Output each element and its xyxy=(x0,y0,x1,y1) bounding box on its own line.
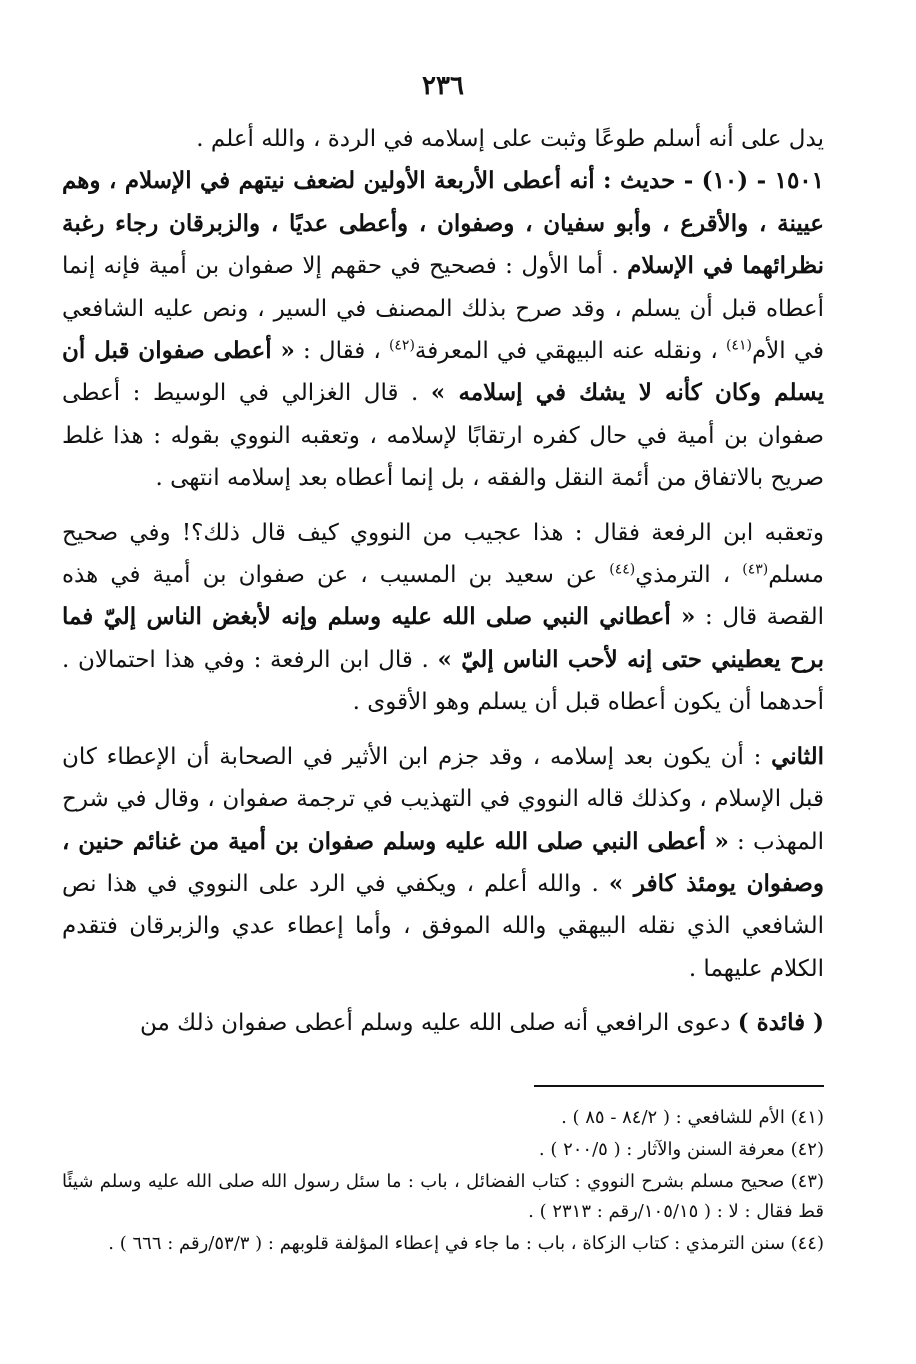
footnote-ref-41: (٤١) xyxy=(725,337,752,354)
footnotes xyxy=(62,1103,824,1259)
paragraph-text: . والله أعلم ، ويكفي في الرد على النووي في هذا نص الشافعي الذي نقله البيهقي والله الموفق ، وأما إعطاء عدي والزبرقان فتقدم الكلام عليهما . xyxy=(62,870,824,982)
footnote-ref-42: (٤٢) xyxy=(388,337,415,354)
footnote-41: (٤١) الأم للشافعي : ( ٨٤/٢ - ٨٥ ) . xyxy=(561,1106,824,1128)
footnote-42: (٤٢) معرفة السنن والآثار : ( ٢٠٠/٥ ) . xyxy=(538,1138,824,1160)
paragraph-text: عن سعيد بن المسيب ، عن صفوان بن أمية في هذه القصة قال : xyxy=(62,562,824,631)
footnote-ref-43: (٤٣) xyxy=(742,561,769,578)
section-lead: ( فائدة ) xyxy=(737,1009,824,1037)
footnote-divider xyxy=(534,1085,824,1087)
section-lead: الثاني xyxy=(771,742,824,770)
paragraph-text: ، ونقله عنه البيهقي في المعرفة xyxy=(414,338,726,365)
footnote-44: (٤٤) سنن الترمذي : كتاب الزكاة ، باب : ما جاء في إعطاء المؤلفة قلوبهم : ( ٥٣/٣/رقم : ٦٦٦ ) . xyxy=(108,1232,824,1254)
paragraph-second-opinion xyxy=(62,736,824,990)
paragraph-text: . أما الأول : فصحيح في حقهم إلا صفوان بن أمية فإنه إنما أعطاه قبل أن يسلم ، وقد صرح بذلك المصنف في السير ، ونص عليه الشافعي في الأم xyxy=(62,253,824,365)
hadith-heading: ١٥٠١ - (١٠) - حديث : أنه أعطى الأربعة الأولين لضعف نيتهم في الإسلام ، وهم عيينة ، والأقرع ، وأبو سفيان ، وصفوان ، وأعطى عديًا ، والزبرقان رجاء رغبة نظرائهما في الإسلام xyxy=(62,167,825,280)
paragraph-text: ، فقال : xyxy=(294,338,389,365)
footnote-43: (٤٣) صحيح مسلم بشرح النووي : كتاب الفضائل ، باب : ما سئل رسول الله صلى الله عليه وسلم شيئًا قط فقال : لا : ( ١٠٥/١٥/رقم : ٢٣١٣ ) . xyxy=(62,1170,824,1222)
paragraph-ibn-rifah xyxy=(62,512,824,724)
paragraph-hadith-1501 xyxy=(62,160,824,499)
paragraph-text: ، الترمذي xyxy=(635,562,743,589)
paragraph-benefit xyxy=(62,1002,824,1044)
page-number: ٢٣٦ xyxy=(422,71,464,101)
paragraph-text: . قال الغزالي في الوسيط : أعطى صفوان بن أمية في حال كفره ارتقابًا لإسلامه ، وتعقبه النووي بقوله : هذا غلط صريح بالاتفاق من أئمة النقل والفقه ، بل إنما أعطاه بعد إسلامه انتهى . xyxy=(62,380,824,492)
quotation: « أعطى صفوان قبل أن يسلم وكان كأنه لا يشك في إسلامه » xyxy=(62,337,824,407)
paragraph-text: . قال ابن الرفعة : وفي هذا احتمالان . أحدهما أن يكون أعطاه قبل أن يسلم وهو الأقوى . xyxy=(62,646,824,716)
paragraph-intro: يدل على أنه أسلم طوعًا وثبت على إسلامه في الردة ، والله أعلم . xyxy=(196,126,824,152)
paragraph-text: وتعقبه ابن الرفعة فقال : هذا عجيب من النووي كيف قال ذلك؟! وفي صحيح مسلم xyxy=(62,519,824,589)
footnote-ref-44: (٤٤) xyxy=(609,561,636,578)
paragraph-text: دعوى الرافعي أنه صلى الله عليه وسلم أعطى صفوان ذلك من xyxy=(140,1010,738,1037)
quotation: « أعطاني النبي صلى الله عليه وسلم وإنه لأبغض الناس إليّ فما برح يعطيني حتى إنه لأحب الناس إليّ » xyxy=(62,603,824,673)
paragraph-text: : أن يكون بعد إسلامه ، وقد جزم ابن الأثير في الصحابة أن الإعطاء كان قبل الإسلام ، وكذلك قاله النووي في التهذيب في ترجمة صفوان ، وقال في شرح المهذب : xyxy=(62,743,824,855)
quotation: « أعطى النبي صلى الله عليه وسلم صفوان بن أمية من غنائم حنين ، وصفوان يومئذ كافر » xyxy=(62,827,825,897)
